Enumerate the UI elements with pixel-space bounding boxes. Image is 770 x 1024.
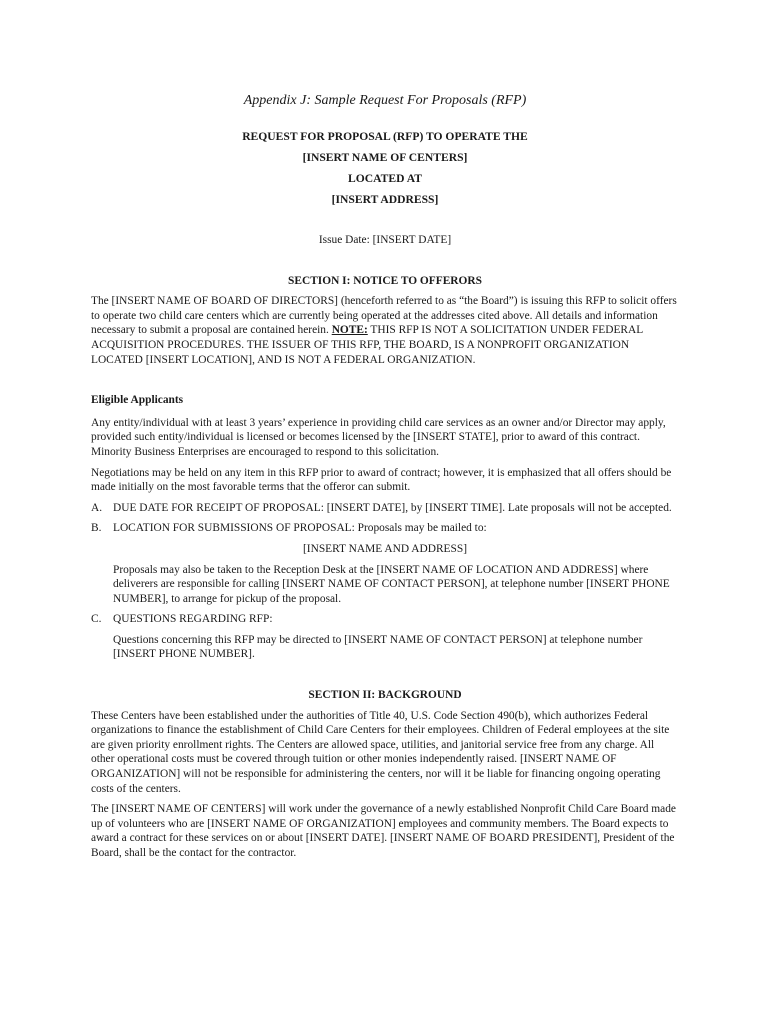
section-2 bbox=[91, 688, 679, 861]
submission-followup: Proposals may also be taken to the Reception Desk at the [INSERT NAME OF LOCATION AND ADDRESS] where deliverers are responsible for calling [INSERT NAME OF CONTACT PERSON], at telephone number [INSERT PHONE NUMBER], to arrange for pickup of the proposal. bbox=[113, 563, 670, 605]
list-letter-b: B. bbox=[91, 522, 102, 535]
list-text-c: QUESTIONS REGARDING RFP: bbox=[113, 613, 273, 626]
questions-followup: Questions concerning this RFP may be directed to [INSERT NAME OF CONTACT PERSON] at telephone number [INSERT PHONE NUMBER]. bbox=[113, 633, 643, 661]
rfp-title-line-3: LOCATED AT bbox=[348, 172, 422, 185]
background-paragraph-1: These Centers have been established under the authorities of Title 40, U.S. Code Section 490(b), which authorizes Federal organizations to finance the establishment of Child Care Centers for their employees. Children of Federal employees at the site are given priority enrollment rights. The Centers are allowed space, utilities, and janitorial service free from any charge. All other operational costs must be covered through tuition or other monies independently raised. [INSERT NAME OF ORGANIZATION] will not be responsible for administering the centers, nor will it be liable for financing ongoing operating costs of the centers. bbox=[91, 709, 670, 795]
list-item-b bbox=[91, 521, 679, 536]
section-2-heading: SECTION II: BACKGROUND bbox=[308, 689, 462, 702]
section-1-heading: SECTION I: NOTICE TO OFFERORS bbox=[288, 274, 482, 287]
issue-date: Issue Date: [INSERT DATE] bbox=[318, 234, 452, 246]
list-text-b: LOCATION FOR SUBMISSIONS OF PROPOSAL: Proposals may be mailed to: bbox=[113, 522, 487, 535]
section-1-intro-text: The [INSERT NAME OF BOARD OF DIRECTORS] (henceforth referred to as “the Board”) is issuing this RFP to solicit offers to operate two child care centers which are currently being operated at the addresses cited above. All details and information necessary to submit a proposal are contained herein. bbox=[91, 295, 677, 337]
eligible-paragraph-1: Any entity/individual with at least 3 years’ experience in providing child care services as an owner and/or Director may apply, provided such entity/individual is licensed or becomes licensed by the [INSERT STATE], prior to award of this contract. Minority Business Enterprises are encouraged to respond to this solicitation. bbox=[91, 416, 666, 458]
rfp-title-block bbox=[91, 130, 679, 207]
note-text: THIS RFP IS NOT A SOLICITATION UNDER FEDERAL ACQUISITION PROCEDURES. THE ISSUER OF THIS RFP, THE BOARD, IS A NONPROFIT ORGANIZATION LOCATED [INSERT LOCATION], AND IS NOT A FEDERAL ORGANIZATION. bbox=[91, 324, 643, 366]
background-paragraph-2: The [INSERT NAME OF CENTERS] will work under the governance of a newly established Nonprofit Child Care Board made up of volunteers who are [INSERT NAME OF ORGANIZATION] employees and community members. The Board expects to award a contract for these services on or about [INSERT DATE]. [INSERT NAME OF BOARD PRESIDENT], President of the Board, shall be the contact for the contractor. bbox=[91, 803, 676, 859]
eligible-applicants-heading: Eligible Applicants bbox=[91, 394, 184, 407]
list-item-a bbox=[91, 501, 679, 516]
list-letter-c: C. bbox=[91, 613, 102, 626]
eligible-paragraph-2: Negotiations may be held on any item in this RFP prior to award of contract; however, it is emphasized that all offers should be made initially on the most favorable terms that the offeror can submit. bbox=[91, 466, 672, 494]
list-text-a: DUE DATE FOR RECEIPT OF PROPOSAL: [INSERT DATE], by [INSERT TIME]. Late proposals will not be accepted. bbox=[113, 501, 672, 514]
submission-address: [INSERT NAME AND ADDRESS] bbox=[303, 542, 467, 555]
section-1 bbox=[91, 274, 679, 662]
note-label: NOTE: bbox=[331, 324, 368, 337]
document-page bbox=[91, 92, 679, 867]
rfp-title-line-2: [INSERT NAME OF CENTERS] bbox=[302, 151, 468, 164]
rfp-title-line-1: REQUEST FOR PROPOSAL (RFP) TO OPERATE THE bbox=[242, 130, 528, 143]
appendix-title: Appendix J: Sample Request For Proposals (RFP) bbox=[243, 93, 527, 108]
list-item-c bbox=[91, 612, 679, 627]
section-1-intro bbox=[91, 294, 679, 367]
list-letter-a: A. bbox=[91, 501, 103, 514]
rfp-title-line-4: [INSERT ADDRESS] bbox=[331, 193, 439, 206]
